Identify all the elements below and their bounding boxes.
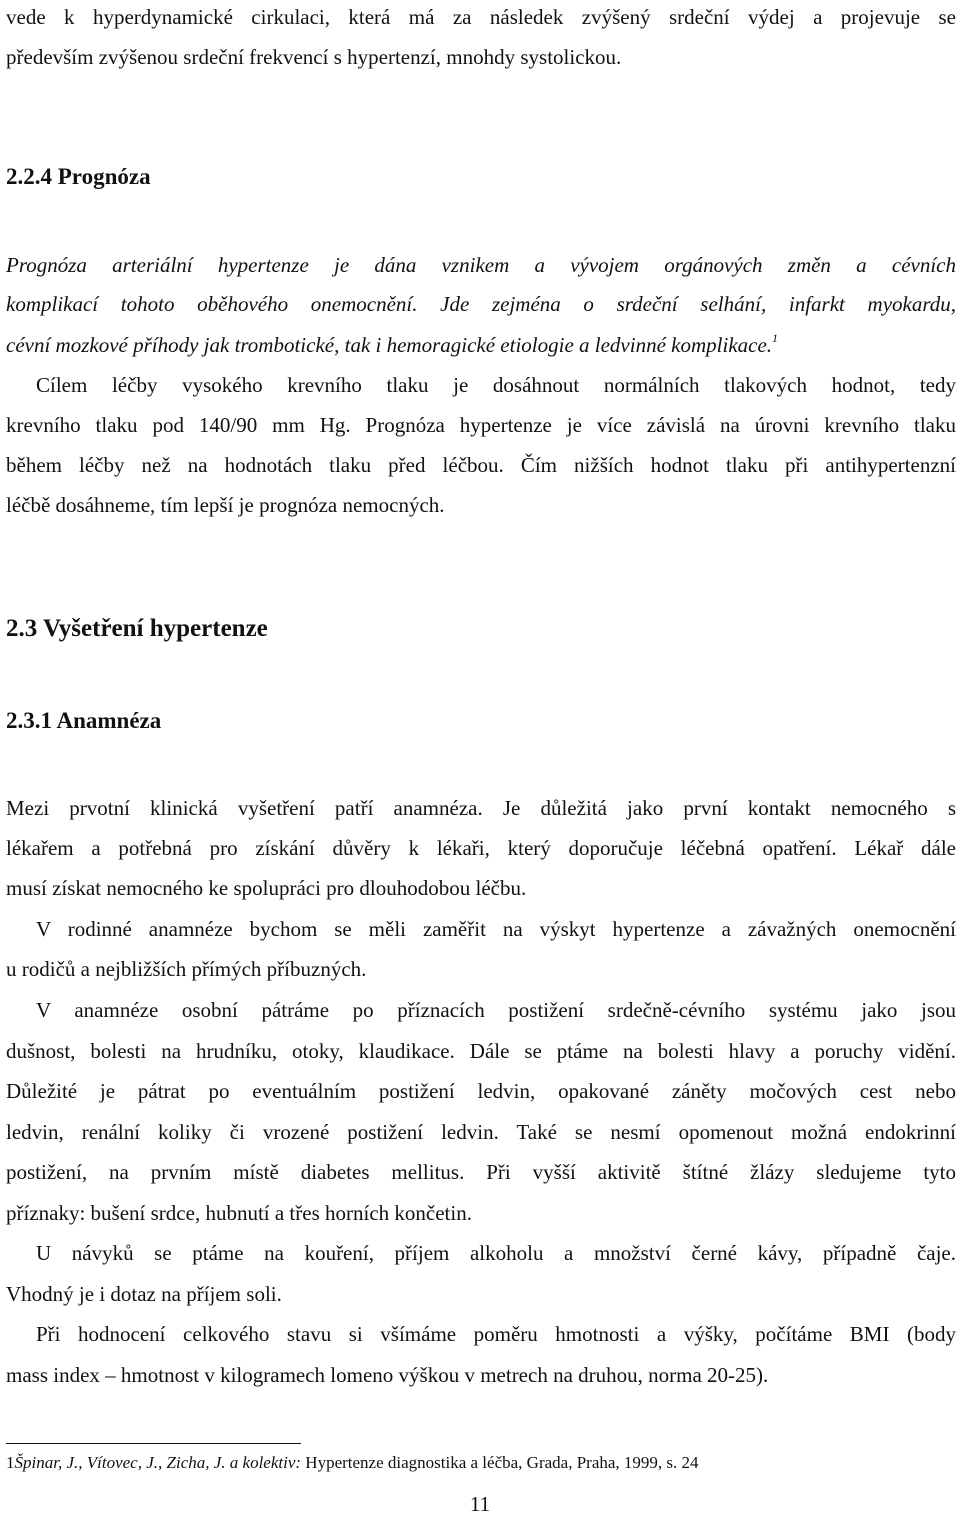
anamnesis-p3-line-1: V anamnéze osobní pátráme po příznacích postižení srdečně-cévního systému jako jsou bbox=[36, 998, 956, 1022]
anamnesis-p5-line-1: Při hodnocení celkového stavu si všímáme poměru hmotnosti a výšky, počítáme BMI (body bbox=[36, 1322, 956, 1346]
footnote-separator bbox=[6, 1443, 301, 1444]
footnote-reference: 1 bbox=[772, 331, 779, 345]
anamnesis-p3-line-2: dušnost, bolesti na hrudníku, otoky, klaudikace. Dále se ptáme na bolesti hlavy a poruchy vidění. bbox=[6, 1039, 956, 1063]
prognosis-p1-line-3-text: cévní mozkové příhody jak trombotické, tak i hemoragické etiologie a ledvinné komplikace. bbox=[6, 333, 773, 357]
anamnesis-p3-line-3: Důležité je pátrat po eventuálním postižení ledvin, opakované záněty močových cest nebo bbox=[6, 1079, 956, 1103]
anamnesis-p1-line-3: musí získat nemocného ke spolupráci pro dlouhodobou léčbu. bbox=[6, 876, 527, 900]
prognosis-p2-line-1: Cílem léčby vysokého krevního tlaku je dosáhnout normálních tlakových hodnot, tedy bbox=[36, 373, 956, 397]
prognosis-p2-line-2: krevního tlaku pod 140/90 mm Hg. Prognóza hypertenze je více závislá na úrovni krevního tlaku bbox=[6, 413, 956, 437]
anamnesis-p3-line-4: ledvin, renální koliky či vrozené postižení ledvin. Také se nesmí opomenout možná endokrinní bbox=[6, 1120, 956, 1144]
prognosis-p1-line-1: Prognóza arteriální hypertenze je dána vznikem a vývojem orgánových změn a cévních bbox=[6, 253, 956, 277]
footnote-authors: Špinar, J., Vítovec, J., Zicha, J. a kolektiv: bbox=[14, 1453, 302, 1472]
anamnesis-p5-line-2: mass index – hmotnost v kilogramech lomeno výškou v metrech na druhou, norma 20-25). bbox=[6, 1363, 769, 1387]
prognosis-p2-line-3: během léčby než na hodnotách tlaku před léčbou. Čím nižších hodnot tlaku při antihypertenzní bbox=[6, 453, 956, 477]
anamnesis-p4-line-1: U návyků se ptáme na kouření, příjem alkoholu a množství černé kávy, případně čaje. bbox=[36, 1241, 956, 1265]
anamnesis-p2-line-1: V rodinné anamnéze bychom se měli zaměřit na výskyt hypertenze a závažných onemocnění bbox=[36, 917, 956, 941]
anamnesis-p4-line-2: Vhodný je i dotaz na příjem soli. bbox=[6, 1282, 282, 1306]
anamnesis-p1-line-1: Mezi prvotní klinická vyšetření patří anamnéza. Je důležitá jako první kontakt nemocného s bbox=[6, 796, 956, 820]
anamnesis-p2-line-2: u rodičů a nejbližších přímých příbuzných. bbox=[6, 957, 367, 981]
intro-line-2: především zvýšenou srdeční frekvencí s hypertenzí, mnohdy systolickou. bbox=[6, 45, 622, 69]
anamnesis-p3-line-5: postižení, na prvním místě diabetes mellitus. Při vyšší aktivitě štítné žlázy sledujeme tyto bbox=[6, 1160, 956, 1184]
footnote-number: 1 bbox=[6, 1453, 15, 1472]
footnote bbox=[6, 1452, 699, 1474]
section-heading-2-2-4: 2.2.4 Prognóza bbox=[6, 164, 151, 189]
prognosis-p1-line-3 bbox=[6, 330, 956, 360]
footnote-title: Hypertenze diagnostika a léčba, Grada, Praha, 1999, s. 24 bbox=[301, 1453, 699, 1472]
section-heading-2-3-1: 2.3.1 Anamnéza bbox=[6, 708, 162, 733]
prognosis-p2-line-4: léčbě dosáhneme, tím lepší je prognóza nemocných. bbox=[6, 493, 445, 517]
prognosis-p1-line-2: komplikací tohoto oběhového onemocnění. Jde zejména o srdeční selhání, infarkt myokardu, bbox=[6, 292, 956, 316]
section-heading-2-3: 2.3 Vyšetření hypertenze bbox=[6, 615, 268, 642]
intro-line-1: vede k hyperdynamické cirkulaci, která má za následek zvýšený srdeční výdej a projevuje se bbox=[6, 5, 956, 29]
anamnesis-p3-line-6: příznaky: bušení srdce, hubnutí a třes horních končetin. bbox=[6, 1201, 472, 1225]
anamnesis-p1-line-2: lékařem a potřebná pro získání důvěry k lékaři, který doporučuje léčebná opatření. Lékař dále bbox=[6, 836, 956, 860]
page-number: 11 bbox=[469, 1492, 491, 1516]
